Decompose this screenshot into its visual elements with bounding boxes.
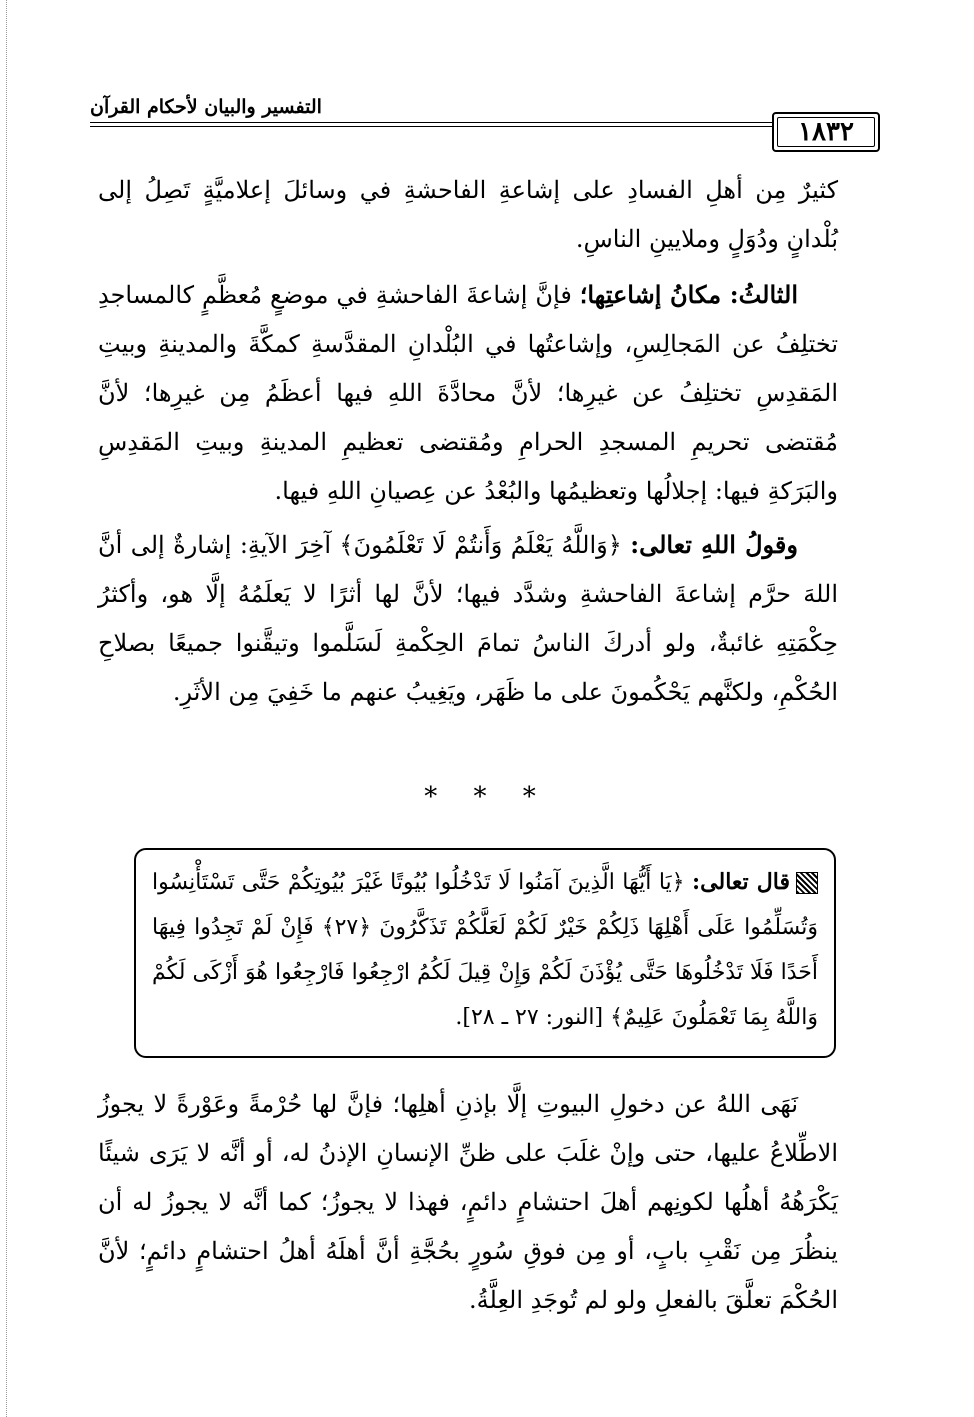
verse-lead: قال تعالى: xyxy=(692,869,790,895)
page-header xyxy=(90,96,880,156)
paragraph-3-verse: ﴿وَاللَّهُ يَعْلَمُ وَأَنتُمْ لَا تَعْلَمُونَ﴾ xyxy=(331,531,631,559)
paragraph-3-heading: وقولُ اللهِ تعالى: xyxy=(630,530,798,559)
verse-marker-icon xyxy=(796,872,818,894)
verse-reference: [النور: ٢٧ ـ ٢٨]. xyxy=(455,1005,604,1030)
header-rule-secondary xyxy=(90,126,880,127)
paragraph-1: كثيرٌ مِن أهلِ الفسادِ على إشاعةِ الفاحشةِ في وسائلَ إعلاميَّةٍ تَصِلُ إلى بُلْدانٍ ودُوَلٍ وملايينِ الناسِ. xyxy=(98,176,838,253)
section-separator: * * * xyxy=(424,782,550,812)
paragraph-2-heading: الثالثُ: مكانُ إشاعتِها؛ xyxy=(579,280,799,309)
book-title: التفسير والبيان لأحكام القرآن xyxy=(90,96,322,118)
page-number-text: ١٨٣٢ xyxy=(798,117,854,147)
header-rule xyxy=(90,122,880,123)
quran-verse-box xyxy=(134,848,836,1058)
page-number xyxy=(772,112,880,152)
verse-text: ﴿يَا أَيُّهَا الَّذِينَ آمَنُوا لَا تَدْخُلُوا بُيُوتًا غَيْرَ بُيُوتِكُمْ حَتَّى تَسْتَأْنِسُوا وَتُسَلِّمُوا عَلَى أَهْلِهَا ذَلِكُمْ خَيْرٌ لَكُمْ لَعَلَّكُمْ تَذَكَّرُونَ ﴿٢٧﴾ فَإِنْ لَمْ تَجِدُوا فِيهَا أَحَدًا فَلَا تَدْخُلُوهَا حَتَّى يُؤْذَنَ لَكُمْ وَإِنْ قِيلَ لَكُمُ ارْجِعُوا فَارْجِعُوا هُوَ أَزْكَى لَكُمْ وَاللَّهُ بِمَا تَعْمَلُونَ عَلِيمٌ﴾ xyxy=(152,870,818,1030)
paragraph-3-text: آخِرَ الآيةِ: إشارةٌ إلى أنَّ اللهَ حرَّم إشاعةَ الفاحشةِ وشدَّد فيها؛ لأنَّ لها أثرًا لا يَعلَمُهُ إلَّا هو، وأكثرُ حِكْمَتِهِ غائبةٌ، ولو أدركَ الناسُ تمامَ الحِكْمةِ لَسَلَّموا وتيقَّنوا جميعًا بصلاحِ الحُكْمِ، ولكنَّهم يَحْكُمونَ على ما ظَهَر، ويَغِيبُ عنهم ما خَفِيَ مِن الأثَرِ. xyxy=(98,531,838,706)
paragraph-3 xyxy=(98,520,838,717)
paragraph-2 xyxy=(98,270,838,516)
verse-text-block xyxy=(152,860,818,1040)
paragraph-2-text: فإنَّ إشاعةَ الفاحشةِ في موضعٍ مُعظَّمٍ كالمساجدِ تختلِفُ عن المَجالِسِ، وإشاعتُها في البُلْدانِ المقدَّسةِ كمكَّةَ والمدينةِ وبيتِ المَقدِسِ تختلِفُ عن غيرِها؛ لأنَّ محادَّةَ اللهِ فيها أعظَمُ مِن غيرِها؛ لأنَّ مُقتضى تحريمِ المسجدِ الحرامِ ومُقتضى تعظيمِ المدينةِ وبيتِ المَقدِسِ والبَرَكةِ فيها: إجلالُها وتعظيمُها والبُعْدُ عن عِصيانِ اللهِ فيها. xyxy=(98,281,838,505)
page-edge xyxy=(0,0,7,1417)
paragraph-4: نَهَى اللهُ عن دخولِ البيوتِ إلَّا بإذنِ أهلِها؛ فإنَّ لها حُرْمةً وعَوْرةً لا يجوزُ الاطِّلاعُ عليها، حتى وإنْ غلَبَ على ظنِّ الإنسانِ الإذنُ له، أو أنَّه لا يَرَى شيئًا يَكْرَهُهُ أهلُها لكونِهم أهلَ احتشامٍ دائمٍ، فهذا لا يجوزُ؛ كما أنَّه لا يجوزُ له أن ينظُرَ مِن نَقْبِ بابٍ، أو مِن فوقِ سُورٍ بحُجَّةِ أنَّ أهلَهُ أهلُ احتشامٍ دائمٍ؛ لأنَّ الحُكْمَ تعلَّقَ بالفعلِ ولو لم تُوجَدِ العِلَّةُ. xyxy=(98,1090,838,1314)
